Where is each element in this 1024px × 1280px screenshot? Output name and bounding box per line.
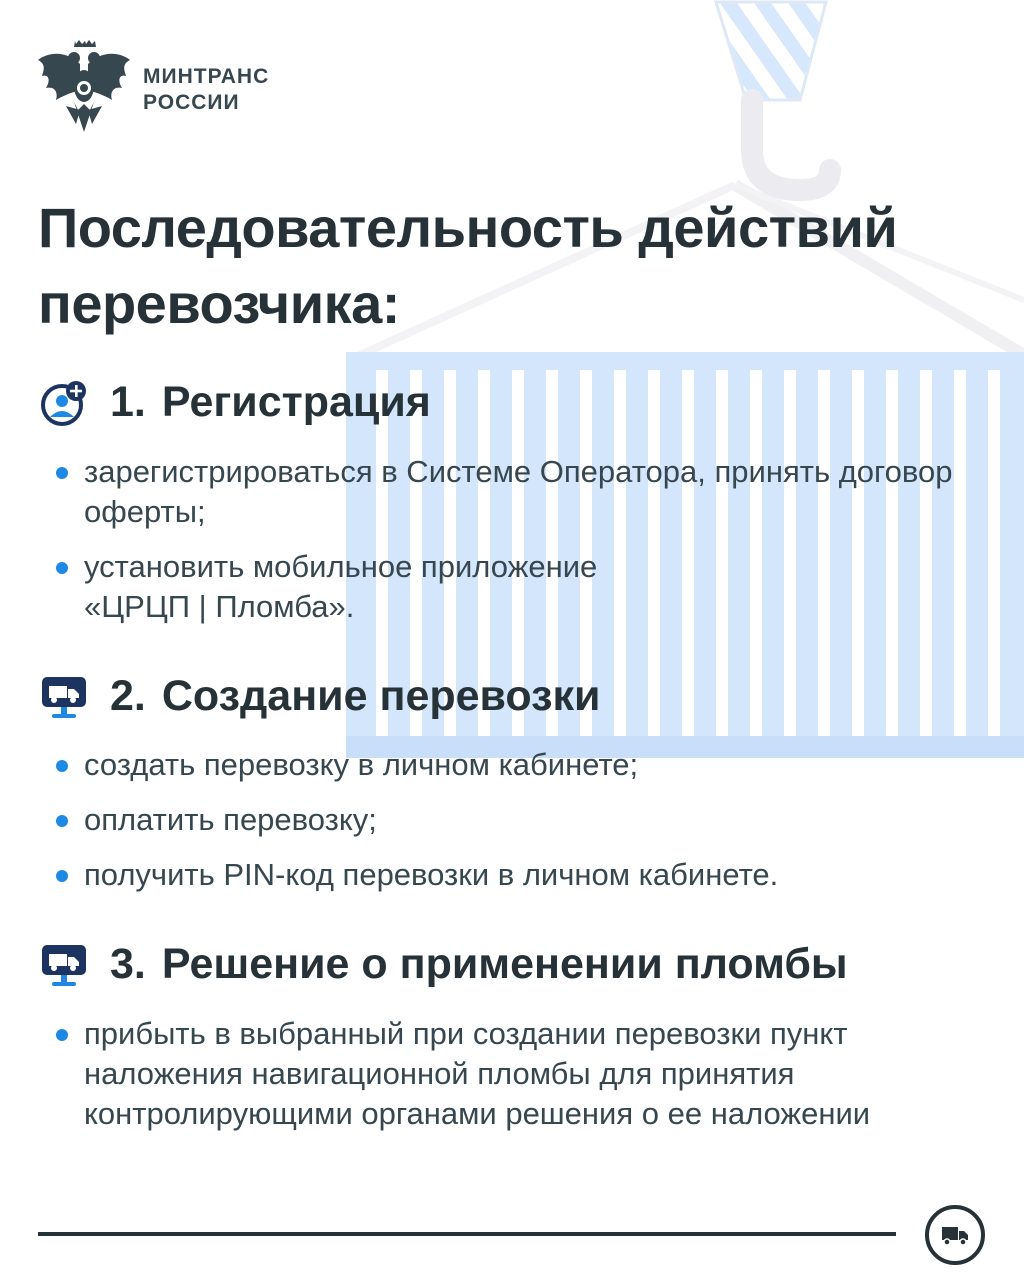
section-seal-decision-heading bbox=[40, 940, 848, 989]
truck-monitor-icon bbox=[40, 941, 88, 989]
section-shipment-list bbox=[56, 745, 956, 895]
footer-divider bbox=[38, 1232, 896, 1236]
list-item: установить мобильное приложение «ЦРЦП | Пломба». bbox=[56, 547, 704, 627]
section-registration-heading bbox=[40, 378, 431, 427]
list-item: зарегистрироваться в Системе Оператора, принять договор оферты; bbox=[56, 452, 956, 532]
page-title bbox=[38, 190, 897, 342]
user-add-icon bbox=[40, 379, 88, 427]
section-heading: Решение о применении пломбы bbox=[161, 940, 848, 988]
ministry-name-line1: МИНТРАНС bbox=[143, 65, 270, 88]
eagle-emblem-logo bbox=[36, 40, 132, 136]
page-title-line2: перевозчика: bbox=[38, 272, 400, 335]
section-heading: Регистрация bbox=[161, 378, 431, 426]
page-title-line1: Последовательность действий bbox=[38, 196, 898, 259]
ministry-name bbox=[143, 64, 269, 116]
list-item: прибыть в выбранный при создании перевозки пункт наложения навигационной пломбы для принятия контролирующими органами решения о ее наложении bbox=[56, 1014, 964, 1134]
truck-monitor-icon bbox=[40, 673, 88, 721]
section-shipment-heading bbox=[40, 672, 600, 721]
section-number: 3. bbox=[110, 940, 146, 988]
section-number: 2. bbox=[110, 672, 146, 720]
ministry-name-line2: РОССИИ bbox=[143, 91, 240, 114]
list-item: создать перевозку в личном кабинете; bbox=[56, 745, 956, 785]
list-item: оплатить перевозку; bbox=[56, 800, 956, 840]
section-number: 1. bbox=[110, 378, 146, 426]
section-seal-decision-list bbox=[56, 1014, 956, 1134]
section-registration-list bbox=[56, 452, 956, 627]
truck-circle-icon bbox=[924, 1204, 986, 1266]
list-item: получить PIN-код перевозки в личном кабинете. bbox=[56, 855, 956, 895]
section-heading: Создание перевозки bbox=[161, 672, 601, 720]
